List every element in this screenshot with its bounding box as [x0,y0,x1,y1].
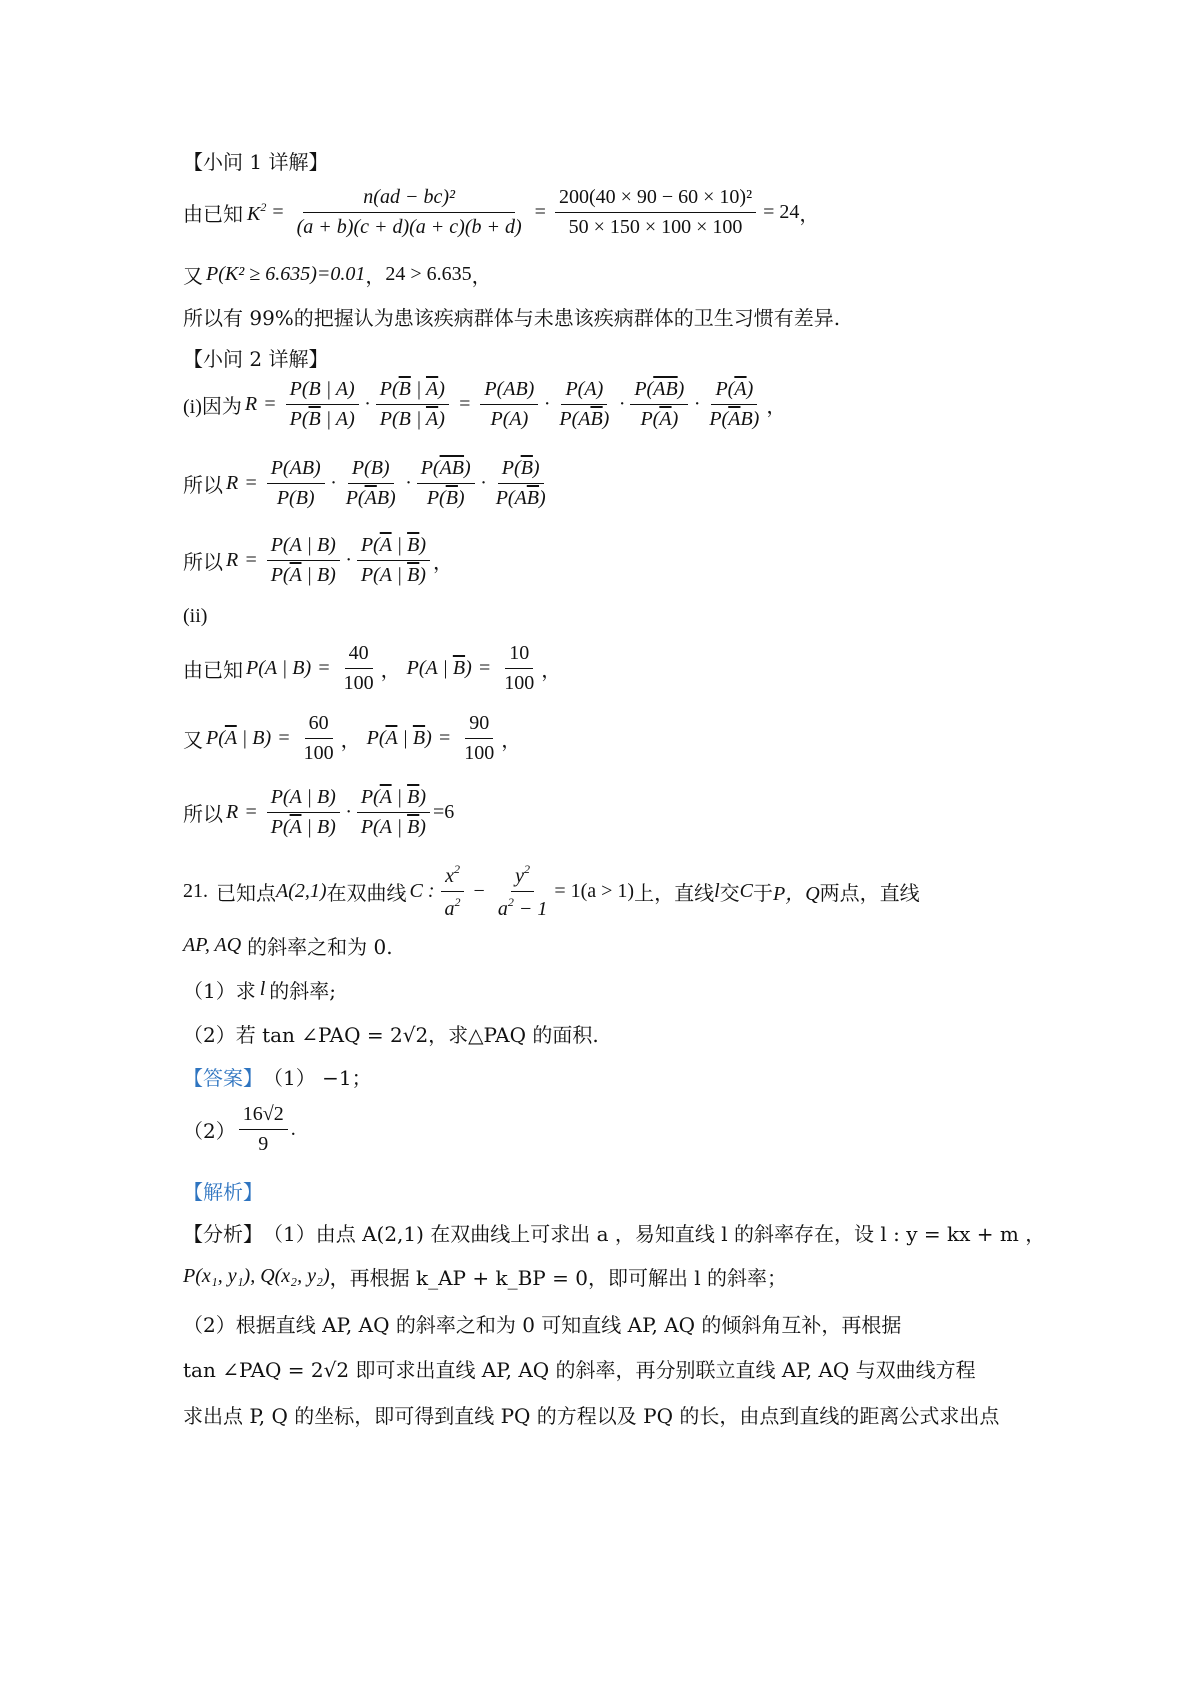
k2-fraction-general [293,186,526,239]
fenxi-text: ，再根据 k_AP + k_BP = 0，即可解出 l 的斜率； [329,1266,788,1290]
analysis-label: 【解析】 [183,1180,263,1204]
point-a: A(2,1) [276,880,327,902]
answer2-numerator: 16√2 [239,1103,288,1130]
points-pq: P，Q [773,883,820,905]
lead-text: 由已知 [183,202,243,226]
answer-line1 [183,1062,372,1091]
k2-denominator: (a + b)(c + d)(a + c)(b + d) [296,216,522,238]
analysis-header [183,1176,263,1205]
problem21-stem-line2 [183,931,393,960]
equals-sign: = [272,201,284,223]
problem21-stem-line1: 21. 已知点 A(2,1) 在双曲线 C : $\frac{x^2}{a^2}$ − $\frac{y^2}{a^2 - 1}$ = 1(a > 1) 上，直线 l 交 C 于 P，Q 两点，直线 [183,862,920,920]
lead-text: 又 [183,730,203,752]
stem-text: 已知点 [216,881,276,905]
section-header-q1 [183,146,328,175]
answer2-label: （2） [183,1119,236,1143]
fenxi-text: 求出点 P, Q 的坐标，即可得到直线 PQ 的方程以及 PQ 的长，由点到直线的距离公式求出点 [183,1404,1000,1428]
problem21-part1 [183,975,336,1004]
p-value-line [183,260,492,289]
k2-numeric-denominator: 50 × 150 × 100 × 100 [568,216,743,238]
k2-fraction-numeric [555,186,756,239]
answer-label: 【答案】 [183,1066,263,1090]
fenxi-label: 【分析】 [183,1222,263,1246]
sub-ii-label [183,605,207,628]
answer2-fraction [239,1103,288,1156]
equals-sign: = [534,201,546,223]
problem21-part2 [183,1019,599,1048]
lead-text: 所以 [183,804,223,826]
stem-text: 上，直线 [634,881,715,905]
conclusion-text: 所以有 99%的把握认为患该疾病群体与未患该疾病群体的卫生习惯有差异. [183,306,841,330]
answer-line2: （2） $\frac{16√2}{9}$ . [183,1103,296,1155]
punctuation: ， [471,264,492,288]
stem-text: 在双曲线 [326,881,407,905]
r-rewrite-line: 所以 R = $\frac{P(AB)}{P(B)}$ · $\frac{P(B)}{P(\overline{A}B)}$ · $\frac{P(\overline{AB})}{P(\overline{B})}$ · $\frac{P(\overline{B})}{P(A\overline{B})}$ [183,457,546,509]
lead-text: (i)因为 [183,396,242,418]
p-value: P(K² ≥ 6.635)=0.01 [206,263,366,285]
punctuation: ， [365,264,386,288]
punctuation: ， [799,202,820,226]
fenxi-line3 [183,1309,901,1338]
line-l: l [259,978,266,1000]
hyperbola-condition: = 1(a > 1) [554,880,635,902]
k2-result: = 24 [763,201,800,223]
k2-formula-line [183,186,819,239]
fenxi-text: （1）由点 A(2,1) 在双曲线上可求出 a ，易知直线 l 的斜率存在，设 l : y = kx + m ， [263,1222,1046,1246]
part2-condition: （2）若 tan ∠PAQ = 2√2 [183,1023,429,1047]
lead-text: 由已知 [183,660,243,682]
section-header-q2 [183,343,328,372]
fenxi-line2 [183,1262,787,1291]
part1-tail: 的斜率; [269,979,337,1003]
answer1: （1） −1； [263,1066,372,1090]
curve-c: C [739,880,753,902]
stem-text: 于 [753,881,773,905]
r-definition-line: (i)因为 R = $\frac{P(B | A)}{P(\overline{B} | A)}$ · $\frac{P(\overline{B} | \overline{A})}{P(B | \overline{A})}$ = $\frac{P(AB)}{P(A)}$ · $\frac{P(A)}{P(A\overline{B})}$ · $\frac{P(\overline{AB})}{P(\overline{A})}$ · $\frac{P(\overline{A})}{P(\overline{A}B)}$ ， [183,378,787,430]
punctuation: ， [766,396,787,418]
problem-number: 21. [183,880,208,902]
fenxi-text: tan ∠PAQ = 2√2 即可求出直线 AP, AQ 的斜率，再分别联立直线 AP, AQ 与双曲线方程 [183,1358,976,1382]
stem-text: 的斜率之和为 0. [247,935,393,959]
stem-text: 交 [719,881,740,905]
part1-text: （1）求 [183,979,256,1003]
r-conditional-line: 所以 R = $\frac{P(A | B)}{P(\overline{A} | B)}$ · $\frac{P(\overline{A} | \overline{B})}{P(A | \overline{B})}$ ， [183,534,453,586]
k2-numeric-numerator: 200(40 × 90 − 60 × 10)² [555,186,756,213]
hyperbola-y-term: $\frac{y^2}{a^2 - 1}$ [497,862,548,920]
curve-name: C : [409,880,435,902]
fenxi-line5 [183,1400,999,1429]
r-result-line: 所以 R = $\frac{P(A | B)}{P(\overline{A} | B)}$ · $\frac{P(\overline{A} | \overline{B})}{P(A | \overline{B})}$ =6 [183,786,455,838]
answer2-denominator: 9 [258,1133,269,1155]
conclusion-line [183,302,840,331]
punctuation: ， [432,552,453,574]
lead-text: 又 [183,264,203,288]
k2-symbol: $K^2$ [247,199,267,225]
part2-ask: ，求△PAQ 的面积. [428,1023,599,1047]
complement-prob-line: 又 $P(\overline{A}$ | B) = $\frac{60}{100}$ ， $P(\overline{A}$ | $\overline{B}$) = $\frac{90}{100}$ ， [183,712,522,764]
section-header-text: 【小问 1 详解】 [183,150,329,174]
r-final-value: =6 [432,801,455,823]
fenxi-text: （2）根据直线 AP, AQ 的斜率之和为 0 可知直线 AP, AQ 的倾斜角互补，再根据 [183,1313,902,1337]
lead-text: 所以 [183,552,223,574]
fenxi-line4 [183,1354,976,1383]
fenxi-line1 [183,1218,1045,1247]
line-l: l [714,880,720,902]
stem-text: 两点，直线 [819,881,920,905]
lead-text: 所以 [183,475,223,497]
comparison: 24 > 6.635 [385,263,472,285]
lines-ap-aq: AP, AQ [183,934,242,956]
section-header-text: 【小问 2 详解】 [183,347,329,371]
sub-ii-text: (ii) [183,605,208,627]
known-prob-line: 由已知 P(A | B) = $\frac{40}{100}$ ， P(A | $\overline{B}$) = $\frac{10}{100}$ ， [183,642,562,694]
k2-numerator: n(ad − bc)² [303,186,515,213]
hyperbola-x-term: $\frac{x^2}{a^2}$ [441,862,465,921]
fenxi-points: P(x₁, y₁), Q(x₂, y₂) [183,1265,330,1287]
